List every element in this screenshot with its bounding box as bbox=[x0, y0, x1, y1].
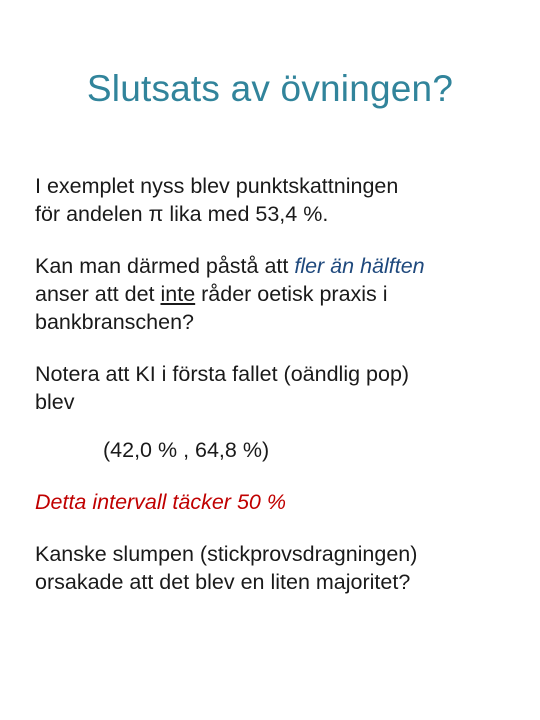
slide-title: Slutsats av övningen? bbox=[86, 68, 454, 109]
question-last: bankbranschen? bbox=[35, 310, 194, 334]
question-post: råder oetisk praxis i bbox=[195, 282, 388, 306]
point-estimate-line-1: I exemplet nyss blev punktskattningen bbox=[35, 174, 399, 198]
question-emphasis: fler än hälften bbox=[294, 254, 425, 278]
confidence-interval: (42,0 % , 64,8 %) bbox=[103, 438, 270, 462]
ci-note-line-1: Notera att KI i första fallet (oändlig pop) bbox=[35, 362, 410, 386]
paragraph-ci-note bbox=[35, 360, 515, 416]
slide-body bbox=[35, 172, 515, 620]
question-underlined: inte bbox=[160, 282, 196, 306]
random-chance-line-2: orsakade att det blev en liten majoritet? bbox=[35, 570, 411, 594]
paragraph-question bbox=[35, 252, 515, 336]
conclusion: Detta intervall täcker 50 % bbox=[35, 490, 286, 514]
question-mid: anser att det bbox=[35, 282, 161, 306]
ci-note-line-2: blev bbox=[35, 390, 75, 414]
paragraph-point-estimate bbox=[35, 172, 515, 228]
paragraph-random-chance bbox=[35, 540, 515, 596]
question-pre: Kan man därmed påstå att bbox=[35, 254, 295, 278]
random-chance-line-1: Kanske slumpen (stickprovsdragningen) bbox=[35, 542, 418, 566]
point-estimate-line-2: för andelen π lika med 53,4 %. bbox=[35, 202, 329, 226]
